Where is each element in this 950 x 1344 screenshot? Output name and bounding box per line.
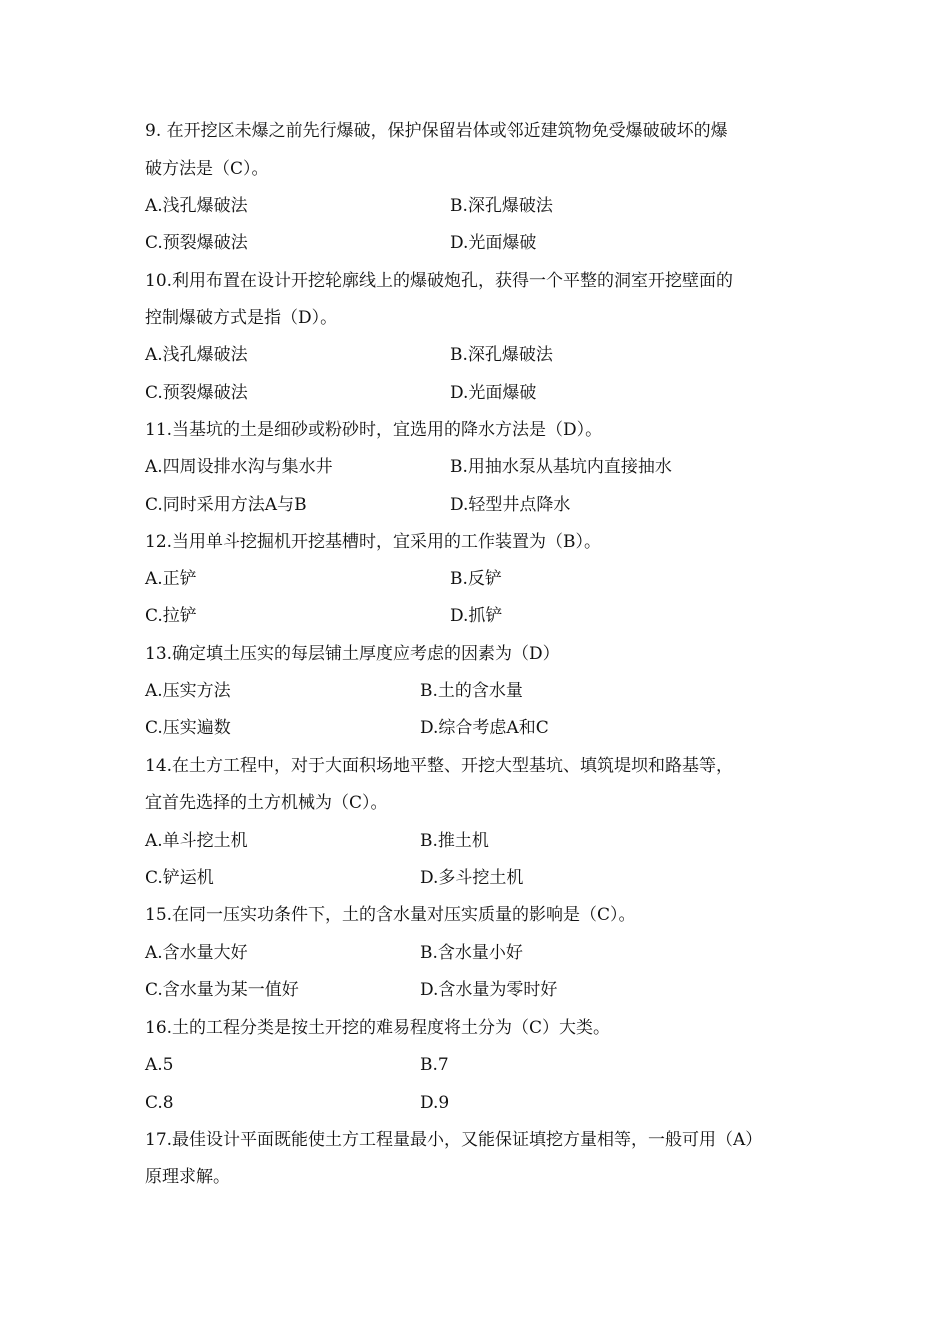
question-12-option-d: D.抓铲 [450, 606, 503, 626]
question-11-option-a: A.四周设排水沟与集水井 [145, 457, 333, 477]
question-14-option-a: A.单斗挖土机 [145, 831, 248, 851]
question-10-option-a: A.浅孔爆破法 [145, 345, 248, 365]
question-11-option-b: B.用抽水泵从基坑内直接抽水 [450, 457, 672, 477]
question-13-option-a: A.压实方法 [145, 681, 231, 701]
question-11-option-d: D.轻型井点降水 [450, 495, 571, 515]
question-10-line-1: 10.利用布置在设计开挖轮廓线上的爆破炮孔，获得一个平整的洞室开挖壁面的 [145, 271, 734, 291]
question-14-option-b: B.推土机 [420, 831, 489, 851]
question-9-line-1: 9. 在开挖区未爆之前先行爆破，保护保留岩体或邻近建筑物免受爆破破坏的爆 [145, 121, 728, 141]
question-17-line-1: 17.最佳设计平面既能使土方工程量最小，又能保证填挖方量相等，一般可用（A） [145, 1130, 763, 1150]
question-16-option-a: A.5 [145, 1055, 174, 1075]
question-14-option-c: C.铲运机 [145, 868, 214, 888]
question-15-option-a: A.含水量大好 [145, 943, 248, 963]
question-16-option-d: D.9 [420, 1093, 450, 1113]
question-16-option-c: C.8 [145, 1093, 174, 1113]
question-11-option-c: C.同时采用方法A与B [145, 495, 307, 515]
question-16-option-b: B.7 [420, 1055, 449, 1075]
question-12-line-1: 12.当用单斗挖掘机开挖基槽时，宜采用的工作装置为（B）。 [145, 532, 602, 552]
question-10-option-c: C.预裂爆破法 [145, 383, 248, 403]
question-9-line-2: 破方法是（C）。 [145, 159, 269, 179]
question-15-option-b: B.含水量小好 [420, 943, 523, 963]
question-14-line-1: 14.在土方工程中，对于大面积场地平整、开挖大型基坑、填筑堤坝和路基等， [145, 756, 734, 776]
question-11-line-1: 11.当基坑的土是细砂或粉砂时，宜选用的降水方法是（D）。 [145, 420, 603, 440]
question-13-line-1: 13.确定填土压实的每层铺土厚度应考虑的因素为（D） [145, 644, 560, 664]
question-10-line-2: 控制爆破方式是指（D）。 [145, 308, 338, 328]
question-14-option-d: D.多斗挖土机 [420, 868, 524, 888]
question-10-option-d: D.光面爆破 [450, 383, 537, 403]
question-15-option-c: C.含水量为某一值好 [145, 980, 299, 1000]
question-12-option-b: B.反铲 [450, 569, 502, 589]
question-17-line-2: 原理求解。 [145, 1167, 230, 1187]
question-12-option-c: C.拉铲 [145, 606, 197, 626]
question-9-option-c: C.预裂爆破法 [145, 233, 248, 253]
question-13-option-c: C.压实遍数 [145, 718, 231, 738]
question-9-option-d: D.光面爆破 [450, 233, 537, 253]
question-12-option-a: A.正铲 [145, 569, 197, 589]
question-15-option-d: D.含水量为零时好 [420, 980, 558, 1000]
question-15-line-1: 15.在同一压实功条件下，土的含水量对压实质量的影响是（C）。 [145, 905, 636, 925]
question-16-line-1: 16.土的工程分类是按土开挖的难易程度将土分为（C）大类。 [145, 1018, 611, 1038]
question-9-option-a: A.浅孔爆破法 [145, 196, 248, 216]
question-14-line-2: 宜首先选择的土方机械为（C）。 [145, 793, 388, 813]
question-13-option-b: B.土的含水量 [420, 681, 523, 701]
question-9-option-b: B.深孔爆破法 [450, 196, 553, 216]
question-13-option-d: D.综合考虑A和C [420, 718, 549, 738]
question-10-option-b: B.深孔爆破法 [450, 345, 553, 365]
